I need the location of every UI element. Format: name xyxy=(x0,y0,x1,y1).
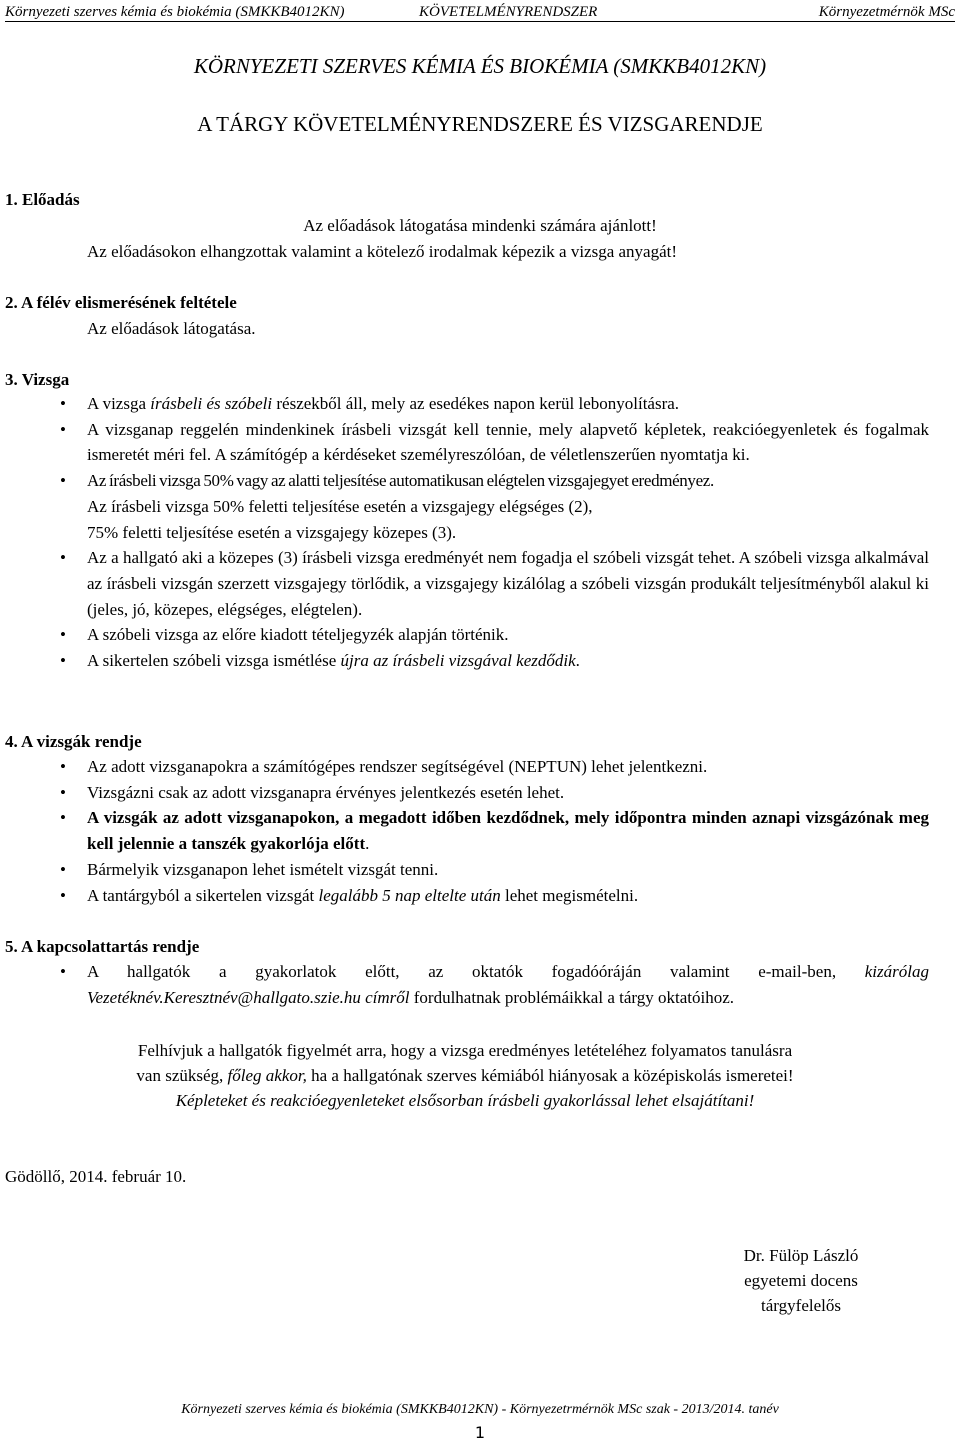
running-footer: Környezeti szerves kémia és biokémia (SMKKB4012KN) - Környezetrmérnök MSc szak - 2013/2014. tanév xyxy=(181,1402,779,1417)
signatory-role: tárgyfelelős xyxy=(761,1296,841,1315)
signature-block xyxy=(730,1243,872,1318)
exam-order-list xyxy=(87,754,929,908)
signatory-name: Dr. Fülöp László xyxy=(743,1246,859,1265)
header-program: Környezetmérnök MSc xyxy=(818,4,955,20)
course-title: KÖRNYEZETI SZERVES KÉMIA ÉS BIOKÉMIA (SMKKB4012KN) xyxy=(193,54,767,78)
list-item: • Az a hallgató aki a közepes (3) írásbeli vizsga eredményét nem fogadja el szóbeli vizsgát tehet. A szóbeli vizsga alkalmával az írásbeli vizsgán szerzett vizsgajegy törlődik, a vizsgajegy kizálólag a szóbeli vizsgán produkált teljesítményből alakul ki (jeles, jó, közepes, elégséges, elégtelen). xyxy=(87,545,929,622)
list-item: • Bármelyik vizsganapon lehet ismételt vizsgát tenni. xyxy=(87,857,929,883)
list-item: • A szóbeli vizsga az előre kiadott tételjegyzék alapján történik. xyxy=(87,622,929,648)
list-item: • Az adott vizsganapokra a számítógépes rendszer segítségével (NEPTUN) lehet jelentkezni. xyxy=(87,754,929,780)
list-item: • A hallgatók a gyakorlatok előtt, az oktatók fogadóóráján valamint e-mail-ben, kizárólag Vezetéknév.Keresztnév@hallgato.szie.hu címről fordulhatnak problémáikkal a tárgy oktatóihoz. xyxy=(87,959,929,1010)
section-heading: 1. Előadás xyxy=(5,190,80,209)
list-item: • A vizsgák az adott vizsganapokon, a megadott időben kezdődnek, mely időpontra minden aznapi vizsgázónak meg kell jelennie a tanszék gyakorlója előtt. xyxy=(87,805,929,856)
exam-material-note: Az előadásokon elhangzottak valamint a kötelező irodalmak képezik a vizsga anyagát! xyxy=(87,242,678,261)
list-item: • Vizsgázni csak az adott vizsganapra érvényes jelentkezés esetén lehet. xyxy=(87,780,929,806)
closing-note xyxy=(0,1038,930,1113)
note-line: Felhívjuk a hallgatók figyelmét arra, hogy a vizsga eredményes letételéhez folyamatos tanulásra xyxy=(137,1041,793,1060)
list-item: • A vizsganap reggelén mindenkinek írásbeli vizsgát kell tennie, mely alapvető képletek, reakcióegyenletek és fogalmak ismeretét méri fel. A számítógép a kérdéseket személyreszólóan, de véletlenszerűen nyomtatja ki. xyxy=(87,417,929,468)
list-item: • A tantárgyból a sikertelen vizsgát legalább 5 nap eltelte után lehet megismételni. xyxy=(87,883,929,909)
note-line: van szükség, főleg akkor, ha a hallgatónak szerves kémiából hiányosak a középiskolás ismeretei! xyxy=(136,1066,794,1085)
document-title: A TÁRGY KÖVETELMÉNYRENDSZERE ÉS VIZSGARENDJE xyxy=(197,112,763,136)
section-heading: 4. A vizsgák rendje xyxy=(5,732,142,751)
page-number: 1 xyxy=(474,1423,486,1442)
section-heading: 3. Vizsga xyxy=(5,370,70,389)
contact-list xyxy=(87,959,929,1010)
list-item: • A vizsga írásbeli és szóbeli részekből áll, mely az esedékes napon kerül lebonyolításra. xyxy=(87,391,929,417)
signatory-title: egyetemi docens xyxy=(744,1271,858,1290)
header-doc-type: KÖVETELMÉNYRENDSZER xyxy=(419,4,598,20)
exam-rules-list xyxy=(87,391,929,674)
note-line: Képleteket és reakcióegyenleteket elsősorban írásbeli gyakorlással lehet elsajátítani! xyxy=(175,1091,755,1110)
section-heading: 2. A félév elismerésének feltétele xyxy=(5,293,237,312)
header-course: Környezeti szerves kémia és biokémia (SMKKB4012KN) xyxy=(5,4,345,20)
section-heading: 5. A kapcsolattartás rendje xyxy=(5,937,200,956)
list-item: • Az írásbeli vizsga 50% vagy az alatti teljesítése automatikusan elégtelen vizsgajegyet eredményez. Az írásbeli vizsga 50% feletti teljesítése esetén a vizsgajegy elégséges (2), 75% feletti teljesítése esetén a vizsgajegy közepes (3). xyxy=(87,468,929,545)
list-item: • A sikertelen szóbeli vizsga ismétlése újra az írásbeli vizsgával kezdődik. xyxy=(87,648,929,674)
running-header xyxy=(5,3,955,22)
place-date: Gödöllő, 2014. február 10. xyxy=(5,1167,187,1186)
semester-condition-text: Az előadások látogatása. xyxy=(87,319,256,338)
lecture-recommendation: Az előadások látogatása mindenki számára ajánlott! xyxy=(303,216,657,235)
